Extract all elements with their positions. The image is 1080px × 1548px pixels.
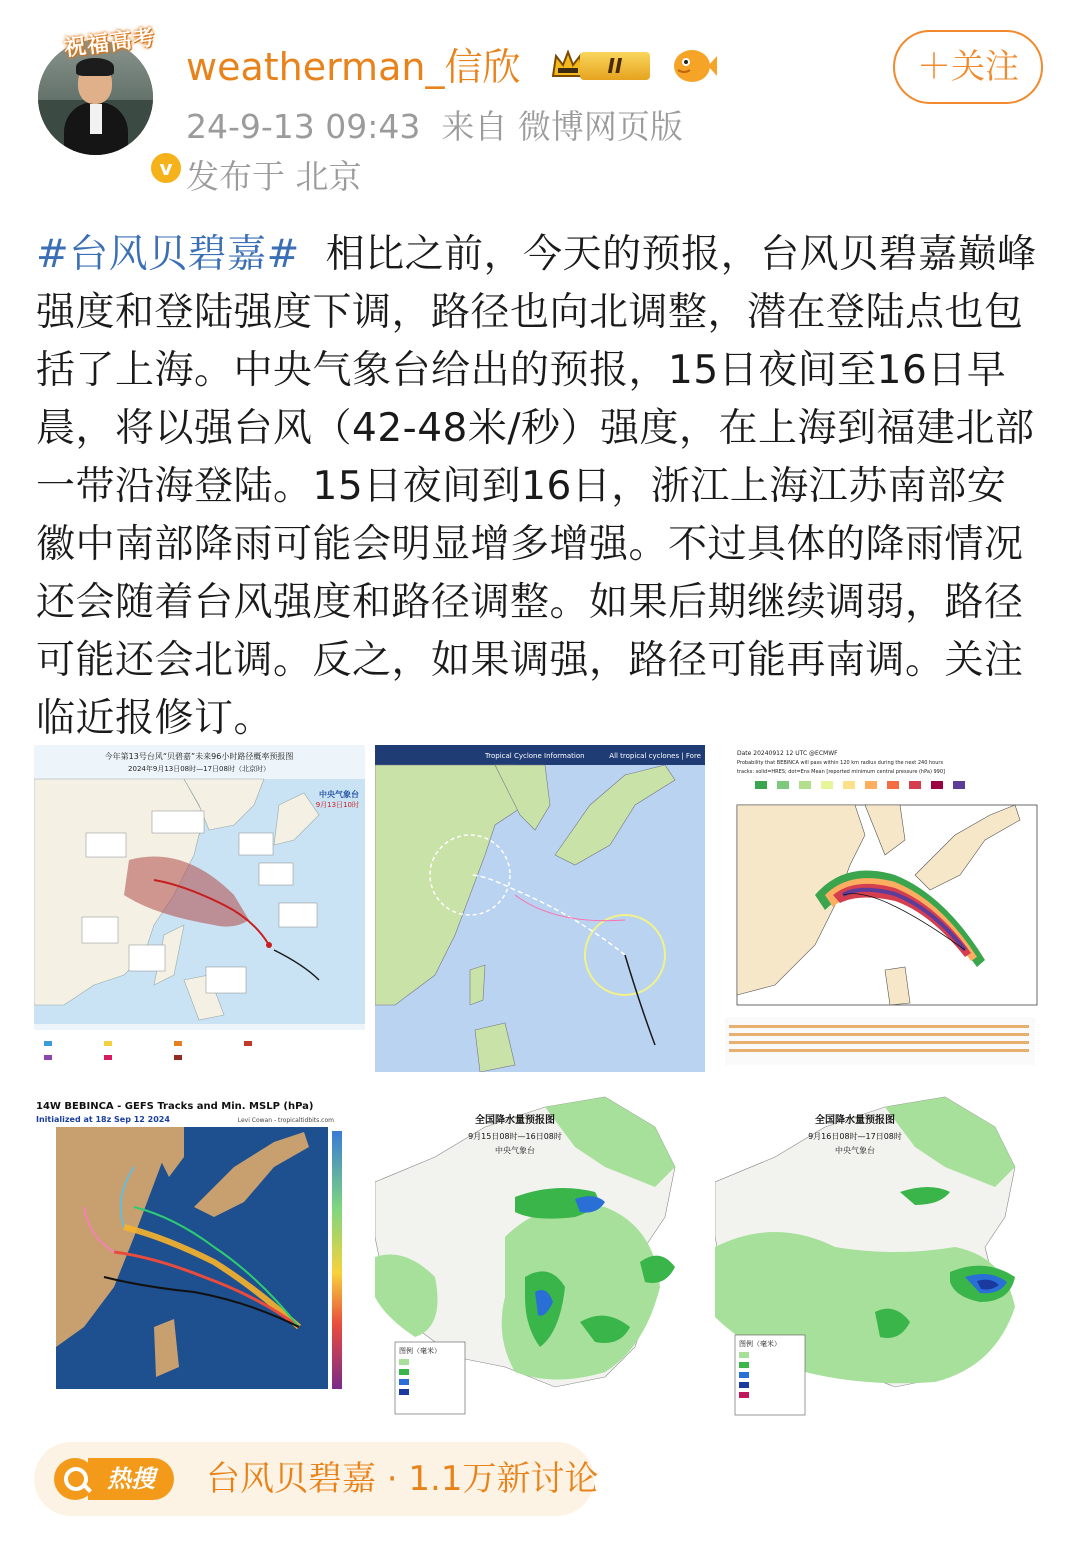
img5-period: 9月15日08时—16日08时 (468, 1132, 562, 1141)
hot-search-badge (54, 1456, 184, 1502)
img6-title: 全国降水量预报图 (815, 1115, 895, 1126)
img1-subtitle: 2024年9月13日08时—17日08时（北京时） (128, 765, 270, 773)
post-text (36, 226, 1044, 748)
img2-header-right: All tropical cyclones | Fore (609, 752, 701, 760)
hashtag-link[interactable]: #台风贝碧嘉# (36, 232, 300, 277)
post-location: 发布于 北京 (186, 157, 362, 196)
img2-header-left: Tropical Cyclone Information (485, 752, 585, 760)
image-ecmwf-track-probability[interactable] (715, 745, 1046, 1072)
verified-badge-icon: v (148, 150, 184, 186)
img6-agency: 中央气象台 (835, 1146, 875, 1155)
image-tropical-cyclone-information[interactable] (375, 745, 705, 1072)
username[interactable]: weatherman_信欣 (186, 45, 521, 89)
vip-badge[interactable] (550, 46, 660, 86)
img1-agency: 中央气象台 (319, 790, 359, 799)
vip-level: II (580, 52, 650, 80)
img5-legend-title: 图例（毫米） (399, 1347, 441, 1355)
post-timestamp: 24-9-13 09:43 (186, 107, 421, 146)
img6-period: 9月16日08时—17日08时 (808, 1132, 902, 1141)
img5-agency: 中央气象台 (495, 1146, 535, 1155)
post-body: 相比之前，今天的预报，台风贝碧嘉巅峰强度和登陆强度下调，路径也向北调整，潜在登陆点也包括了上海。中央气象台给出的预报，15日夜间至16日早晨，将以强台风（42-48米/秒）强度，在上海到福建北部一带沿海登陆。15日夜间到16日，浙江上海江苏南部安徽中南部降雨可能会明显增多增强。不过具体的降雨情况还会随着台风强度和路径调整。如果后期继续调弱，路径可能还会北调。反之，如果调强，路径可能再南调。关注临近报修订。 (36, 232, 1037, 741)
post-meta-time-source (186, 106, 683, 148)
image-typhoon-track-probability[interactable] (34, 745, 365, 1072)
image-rainfall-forecast-0915[interactable] (375, 1087, 705, 1417)
img5-title: 全国降水量预报图 (475, 1115, 555, 1126)
img3-line1: Date 20240912 12 UTC @ECMWF (737, 750, 838, 757)
img3-line2: Probability that BEBINCA will pass within 120 km radius during the next 240 hours (737, 760, 944, 766)
fish-mascot-icon (670, 44, 718, 88)
img4-title: 14W BEBINCA - GEFS Tracks and Min. MSLP (hPa) (36, 1101, 314, 1112)
image-gefs-tracks[interactable] (34, 1087, 365, 1417)
img3-line3: tracks: solid=HRES; dot=Ens Mean [reported minimum central pressure (hPa) 990] (737, 769, 945, 775)
search-icon (54, 1458, 96, 1500)
image-rainfall-forecast-0916[interactable] (715, 1087, 1046, 1417)
hot-search-bar[interactable] (34, 1442, 599, 1516)
hot-search-label: 热搜 (88, 1458, 174, 1500)
img6-legend-title: 图例（毫米） (739, 1340, 781, 1348)
avatar[interactable] (38, 25, 173, 180)
img1-title: 今年第13号台风“贝碧嘉”未来96小时路径概率预报图 (104, 752, 294, 761)
img1-date: 9月13日10时 (315, 801, 359, 809)
hot-search-topic[interactable]: 台风贝碧嘉 · 1.1万新讨论 (206, 1459, 599, 1499)
follow-button[interactable]: ＋关注 (893, 30, 1043, 104)
img4-credit: Levi Cowan - tropicaltidbits.com (237, 1117, 334, 1124)
post-source[interactable]: 来自 微博网页版 (441, 107, 683, 146)
avatar-pendant: 祝福高考 (62, 25, 158, 62)
img4-subtitle: Initialized at 18z Sep 12 2024 (36, 1115, 170, 1124)
